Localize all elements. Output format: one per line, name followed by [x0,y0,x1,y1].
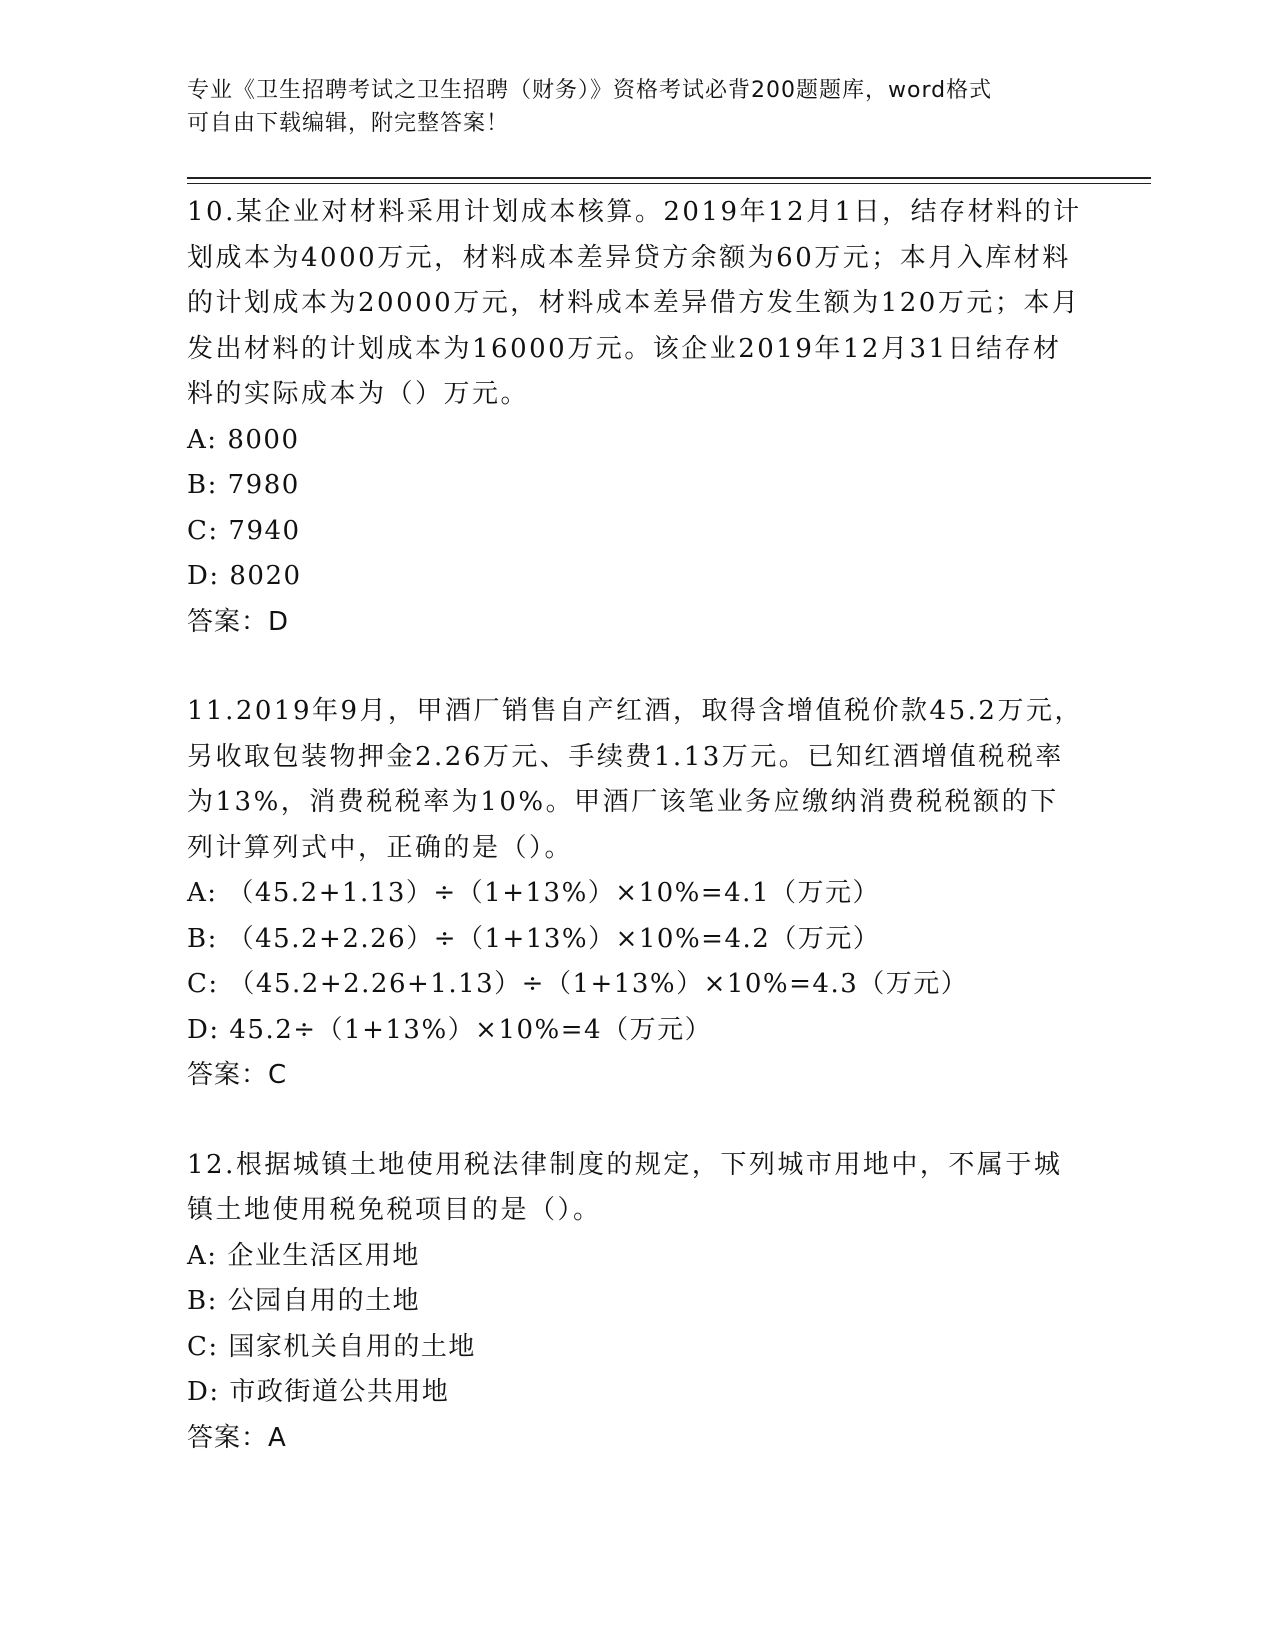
option-letter: A: [187,424,218,455]
question-10 [187,190,1087,645]
question-stem: 12.根据城镇土地使用税法律制度的规定，下列城市用地中，不属于城镇土地使用税免税项目的是（）。 [187,1149,1063,1225]
header-line-1: 专业《卫生招聘考试之卫生招聘（财务）》资格考试必背200题题库，word格式 [187,78,993,103]
option-text: 7940 [228,515,301,546]
option-a [187,1234,1087,1280]
header-rule-thin [187,183,1151,184]
answer-text: 答案：D [187,606,290,637]
option-d [187,1370,1087,1416]
question-stem: 10.某企业对材料采用计划成本核算。2019年12月1日，结存材料的计划成本为4000万元，材料成本差异贷方余额为60万元；本月入库材料的计划成本为20000万元，材料成本差异借方发生额为120万元；本月发出材料的计划成本为16000万元。该企业2019年12月31日结存材料的实际成本为（）万元。 [187,197,1082,409]
option-text: （45.2+2.26）÷（1+13%）×10%=4.2（万元） [227,923,881,954]
option-b [187,463,1087,509]
option-a [187,871,1087,917]
option-b [187,1279,1087,1325]
header-line-2: 可自由下载编辑，附完整答案！ [187,111,510,136]
question-stem: 11.2019年9月，甲酒厂销售自产红酒，取得含增值税价款45.2万元，另收取包装物押金2.26万元、手续费1.13万元。已知红酒增值税税率为13%，消费税税率为10%。甲酒厂该笔业务应缴纳消费税税额的下列计算列式中，正确的是（）。 [187,696,1083,863]
answer-text: 答案：C [187,1060,288,1090]
option-letter: A: [187,1240,218,1271]
option-d [187,1008,1087,1054]
option-text: 企业生活区用地 [227,1240,420,1271]
option-text: 公园自用的土地 [227,1286,421,1316]
option-letter: B: [187,470,218,500]
option-letter: C: [187,1331,219,1362]
option-c [187,509,1087,555]
option-text: （45.2+2.26+1.13）÷（1+13%）×10%=4.3（万元） [228,969,969,999]
option-text: 7980 [227,470,300,500]
question-list [187,190,1087,1505]
option-text: 国家机关自用的土地 [228,1331,476,1362]
option-letter: C: [187,969,219,999]
option-text: 8000 [227,424,300,455]
answer-text: 答案：A [187,1422,287,1453]
option-text: （45.2+1.13）÷（1+13%）×10%=4.1（万元） [227,878,880,908]
option-letter: C: [187,515,219,546]
option-letter: B: [187,1286,218,1316]
header-rule-thick [187,177,1151,179]
option-b [187,917,1087,963]
question-12 [187,1143,1087,1462]
option-d [187,554,1087,600]
option-letter: A: [187,878,218,908]
option-text: 8020 [229,561,302,591]
option-c [187,962,1087,1008]
option-letter: D: [187,1014,220,1045]
option-a [187,418,1087,464]
option-letter: D: [187,561,220,591]
option-c [187,1325,1087,1371]
option-text: 45.2÷（1+13%）×10%=4（万元） [229,1014,713,1045]
question-11 [187,689,1087,1099]
option-letter: B: [187,923,218,954]
option-letter: D: [187,1377,220,1407]
document-header [187,74,1087,140]
option-text: 市政街道公共用地 [229,1377,450,1407]
